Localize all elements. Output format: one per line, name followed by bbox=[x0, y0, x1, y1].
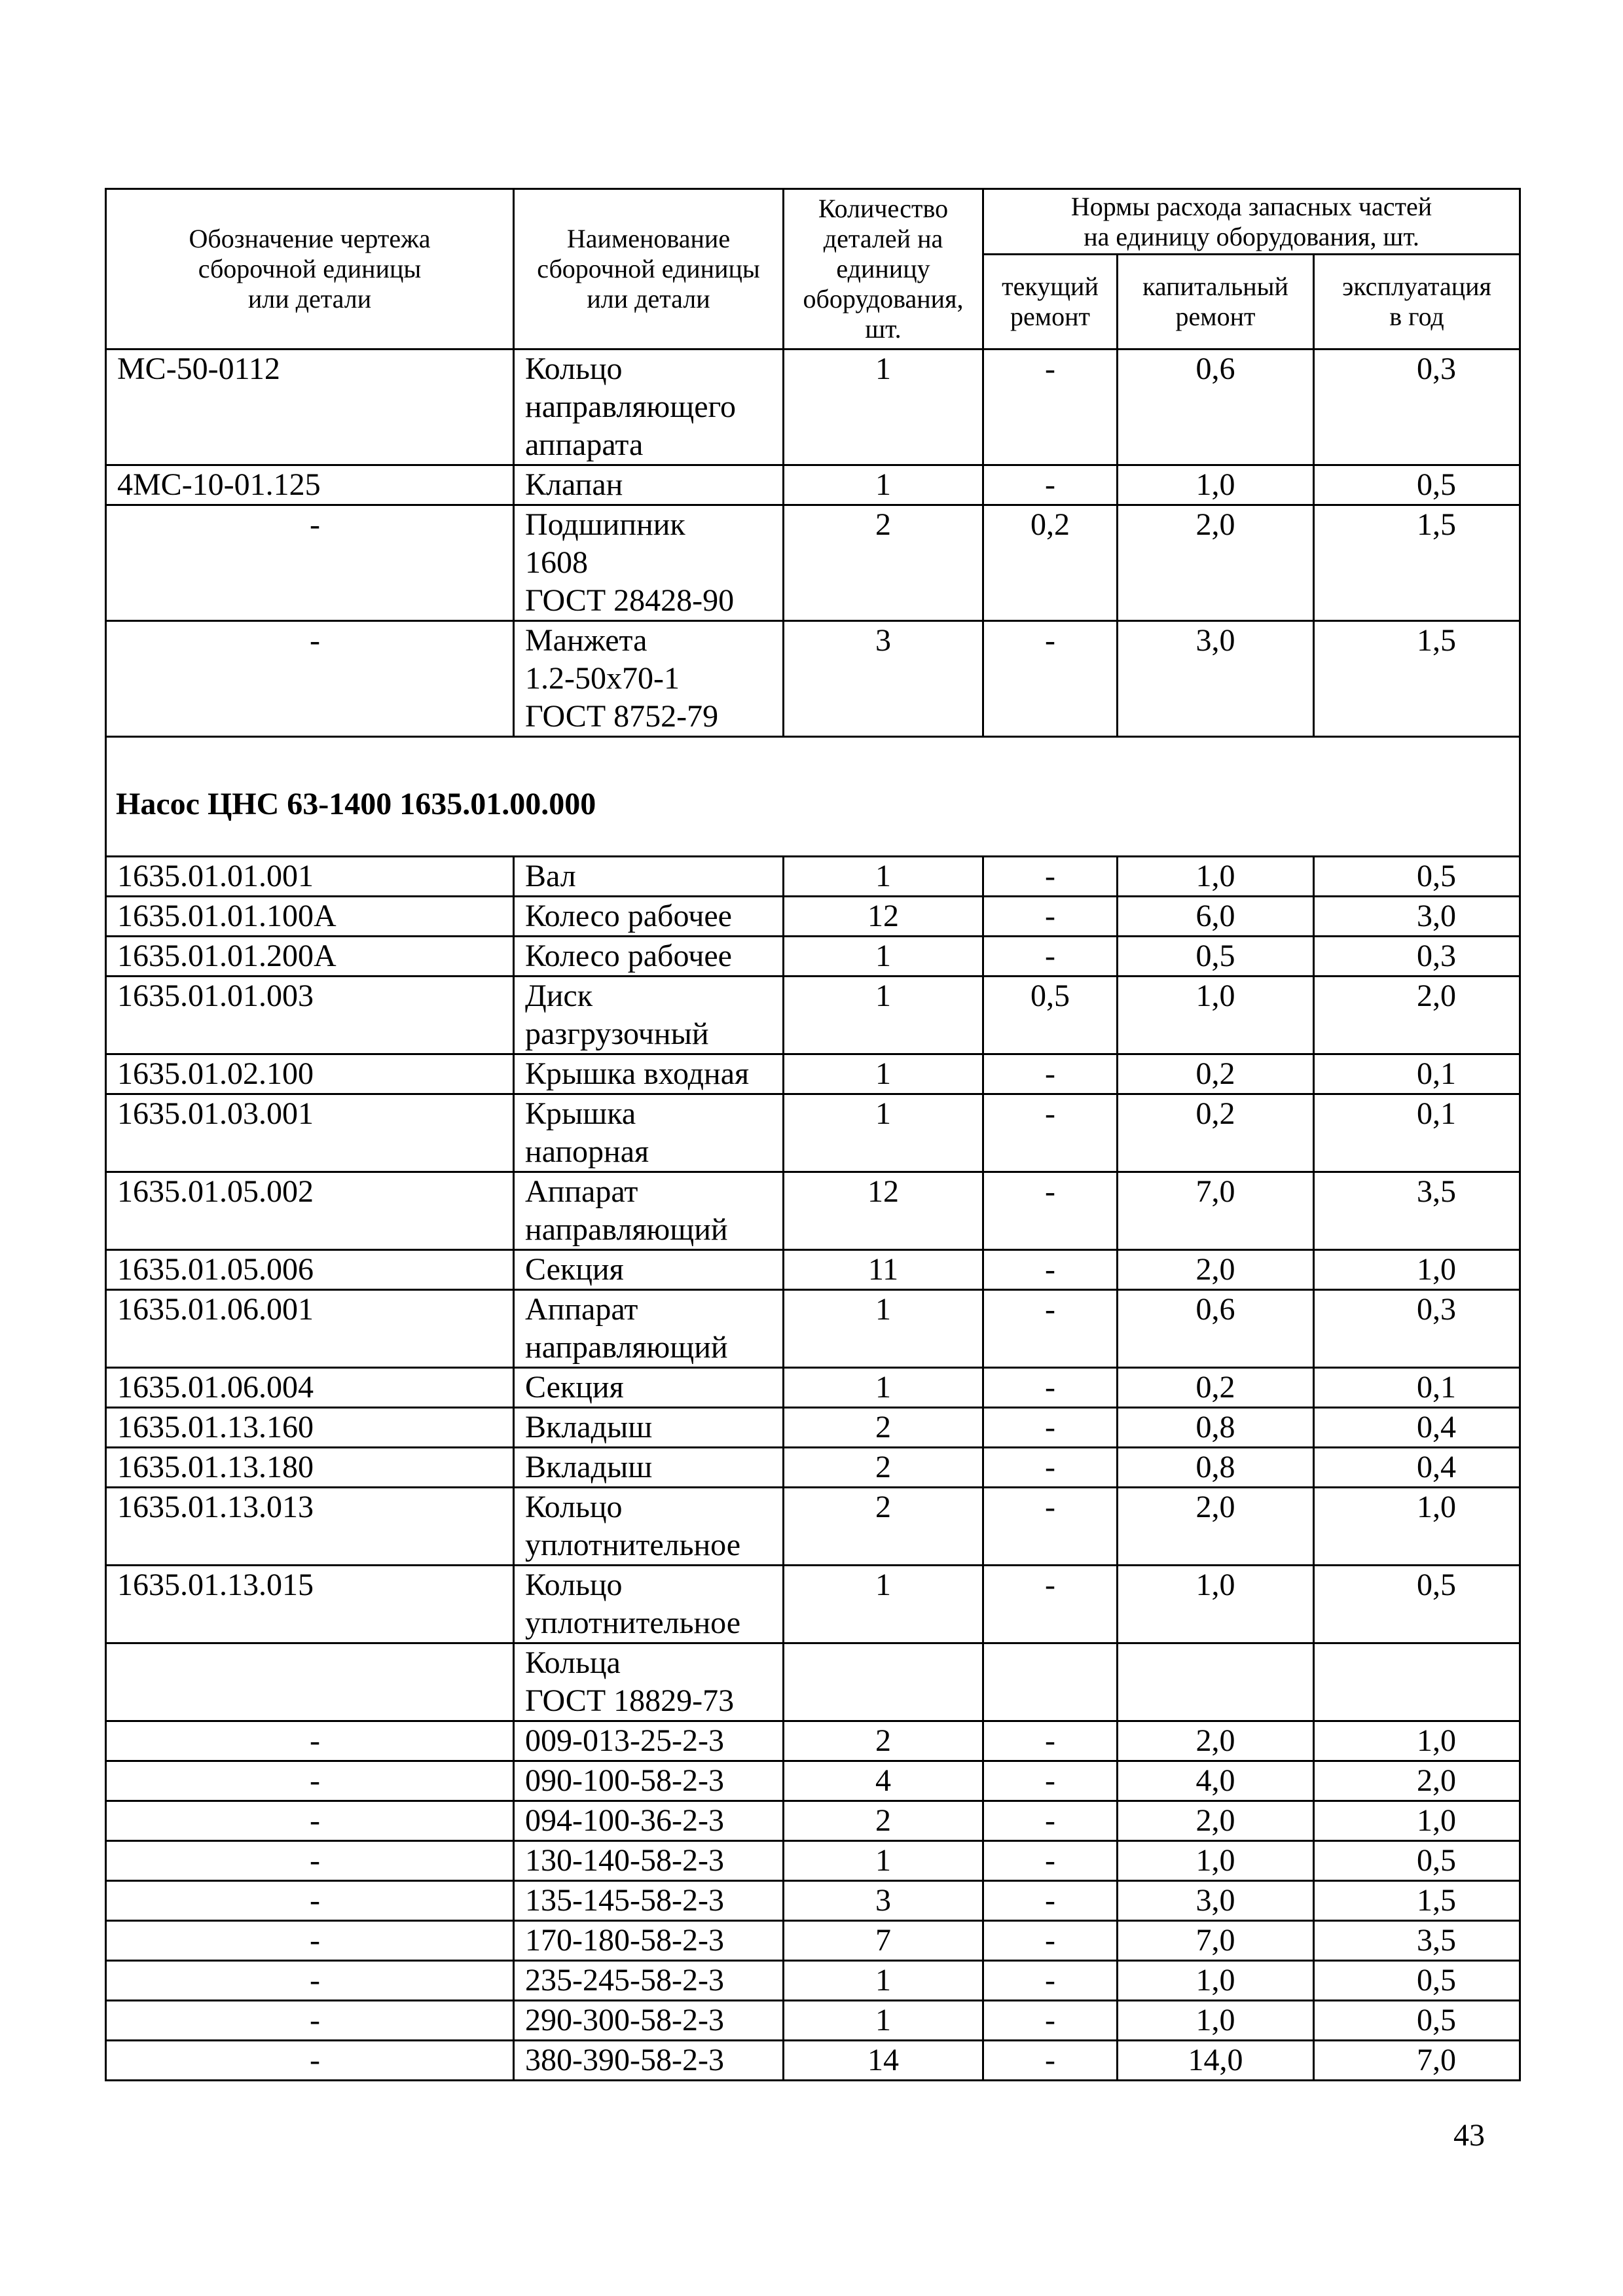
cell-drawing-code: - bbox=[106, 1801, 514, 1841]
cell-current-repair bbox=[983, 1643, 1118, 1721]
cell-capital-repair: 2,0 bbox=[1118, 505, 1314, 621]
cell-item-name: Вкладыш bbox=[514, 1448, 784, 1488]
cell-drawing-code: - bbox=[106, 505, 514, 621]
header-drawing-code: Обозначение чертежа сборочной единицы или детали bbox=[106, 189, 514, 350]
cell-item-name: Кольца ГОСТ 18829-73 bbox=[514, 1643, 784, 1721]
table-row bbox=[106, 1721, 1520, 1761]
table-row bbox=[106, 1408, 1520, 1448]
cell-item-name: Вкладыш bbox=[514, 1408, 784, 1448]
cell-current-repair: 0,2 bbox=[983, 505, 1118, 621]
cell-drawing-code: - bbox=[106, 1961, 514, 2001]
cell-item-name: Колесо рабочее bbox=[514, 937, 784, 977]
table-row bbox=[106, 350, 1520, 465]
cell-yearly-operation: 3,5 bbox=[1314, 1172, 1520, 1250]
table-row bbox=[106, 897, 1520, 937]
cell-yearly-operation: 0,5 bbox=[1314, 465, 1520, 505]
cell-capital-repair: 1,0 bbox=[1118, 977, 1314, 1054]
cell-current-repair: - bbox=[983, 1721, 1118, 1761]
cell-quantity: 1 bbox=[784, 1094, 983, 1172]
cell-drawing-code: 1635.01.13.160 bbox=[106, 1408, 514, 1448]
cell-current-repair: - bbox=[983, 621, 1118, 737]
cell-current-repair: - bbox=[983, 1761, 1118, 1801]
cell-drawing-code: 1635.01.05.002 bbox=[106, 1172, 514, 1250]
cell-quantity: 1 bbox=[784, 465, 983, 505]
cell-yearly-operation: 1,5 bbox=[1314, 621, 1520, 737]
table-body-main bbox=[106, 857, 1520, 2081]
cell-quantity: 2 bbox=[784, 1488, 983, 1566]
cell-quantity: 3 bbox=[784, 1881, 983, 1921]
table-row bbox=[106, 1094, 1520, 1172]
table-row bbox=[106, 1643, 1520, 1721]
cell-quantity: 1 bbox=[784, 2001, 983, 2041]
table-row bbox=[106, 1448, 1520, 1488]
cell-current-repair: - bbox=[983, 465, 1118, 505]
table-row bbox=[106, 857, 1520, 897]
cell-drawing-code: 1635.01.01.200А bbox=[106, 937, 514, 977]
cell-current-repair: - bbox=[983, 857, 1118, 897]
table-row bbox=[106, 1290, 1520, 1368]
page-number: 43 bbox=[1453, 2118, 1485, 2153]
table-row bbox=[106, 1250, 1520, 1290]
cell-capital-repair: 1,0 bbox=[1118, 2001, 1314, 2041]
cell-yearly-operation: 1,0 bbox=[1314, 1721, 1520, 1761]
header-capital-repair: капитальный ремонт bbox=[1118, 255, 1314, 350]
cell-yearly-operation: 0,1 bbox=[1314, 1368, 1520, 1408]
cell-current-repair: - bbox=[983, 2001, 1118, 2041]
cell-drawing-code: - bbox=[106, 621, 514, 737]
cell-capital-repair: 2,0 bbox=[1118, 1250, 1314, 1290]
header-current-repair: текущий ремонт bbox=[983, 255, 1118, 350]
cell-current-repair: - bbox=[983, 1921, 1118, 1961]
cell-item-name: Кольцо уплотнительное bbox=[514, 1488, 784, 1566]
cell-current-repair: - bbox=[983, 1054, 1118, 1094]
cell-yearly-operation: 0,5 bbox=[1314, 1961, 1520, 2001]
cell-capital-repair: 4,0 bbox=[1118, 1761, 1314, 1801]
cell-drawing-code: 1635.01.01.100А bbox=[106, 897, 514, 937]
cell-quantity: 12 bbox=[784, 1172, 983, 1250]
cell-current-repair: - bbox=[983, 1172, 1118, 1250]
cell-item-name: Колесо рабочее bbox=[514, 897, 784, 937]
cell-current-repair: - bbox=[983, 1841, 1118, 1881]
cell-item-name: Клапан bbox=[514, 465, 784, 505]
cell-quantity: 1 bbox=[784, 1961, 983, 2001]
cell-yearly-operation: 0,5 bbox=[1314, 1566, 1520, 1643]
cell-drawing-code: - bbox=[106, 2001, 514, 2041]
cell-yearly-operation: 0,5 bbox=[1314, 1841, 1520, 1881]
cell-capital-repair: 7,0 bbox=[1118, 1921, 1314, 1961]
cell-capital-repair: 14,0 bbox=[1118, 2041, 1314, 2081]
cell-quantity: 11 bbox=[784, 1250, 983, 1290]
cell-capital-repair: 2,0 bbox=[1118, 1488, 1314, 1566]
cell-yearly-operation: 2,0 bbox=[1314, 1761, 1520, 1801]
table-row bbox=[106, 977, 1520, 1054]
table-body-top bbox=[106, 350, 1520, 737]
cell-item-name: 290-300-58-2-3 bbox=[514, 2001, 784, 2041]
table-row bbox=[106, 1881, 1520, 1921]
cell-current-repair: - bbox=[983, 1488, 1118, 1566]
cell-capital-repair: 2,0 bbox=[1118, 1721, 1314, 1761]
cell-drawing-code: - bbox=[106, 1881, 514, 1921]
cell-quantity: 3 bbox=[784, 621, 983, 737]
cell-item-name: Секция bbox=[514, 1250, 784, 1290]
cell-yearly-operation: 0,1 bbox=[1314, 1054, 1520, 1094]
cell-capital-repair: 0,6 bbox=[1118, 1290, 1314, 1368]
cell-yearly-operation bbox=[1314, 1643, 1520, 1721]
cell-current-repair: - bbox=[983, 2041, 1118, 2081]
cell-item-name: 094-100-36-2-3 bbox=[514, 1801, 784, 1841]
cell-quantity: 2 bbox=[784, 505, 983, 621]
cell-capital-repair: 0,8 bbox=[1118, 1408, 1314, 1448]
cell-item-name: 170-180-58-2-3 bbox=[514, 1921, 784, 1961]
cell-quantity: 7 bbox=[784, 1921, 983, 1961]
cell-item-name: Кольцо направляющего аппарата bbox=[514, 350, 784, 465]
cell-current-repair: - bbox=[983, 1961, 1118, 2001]
cell-capital-repair: 1,0 bbox=[1118, 1841, 1314, 1881]
cell-capital-repair: 0,2 bbox=[1118, 1054, 1314, 1094]
cell-capital-repair: 1,0 bbox=[1118, 1566, 1314, 1643]
cell-quantity: 1 bbox=[784, 350, 983, 465]
cell-drawing-code: 1635.01.06.001 bbox=[106, 1290, 514, 1368]
cell-capital-repair bbox=[1118, 1643, 1314, 1721]
table-row bbox=[106, 1801, 1520, 1841]
header-item-name: Наименование сборочной единицы или детали bbox=[514, 189, 784, 350]
cell-capital-repair: 0,2 bbox=[1118, 1368, 1314, 1408]
cell-item-name: 090-100-58-2-3 bbox=[514, 1761, 784, 1801]
cell-drawing-code: 1635.01.05.006 bbox=[106, 1250, 514, 1290]
cell-quantity: 2 bbox=[784, 1801, 983, 1841]
cell-current-repair: - bbox=[983, 1094, 1118, 1172]
cell-quantity: 1 bbox=[784, 977, 983, 1054]
table-row bbox=[106, 465, 1520, 505]
cell-yearly-operation: 0,1 bbox=[1314, 1094, 1520, 1172]
cell-quantity: 14 bbox=[784, 2041, 983, 2081]
cell-capital-repair: 3,0 bbox=[1118, 621, 1314, 737]
cell-yearly-operation: 2,0 bbox=[1314, 977, 1520, 1054]
cell-drawing-code: 1635.01.06.004 bbox=[106, 1368, 514, 1408]
cell-capital-repair: 0,2 bbox=[1118, 1094, 1314, 1172]
cell-current-repair: - bbox=[983, 1290, 1118, 1368]
cell-item-name: Крышка напорная bbox=[514, 1094, 784, 1172]
cell-drawing-code: - bbox=[106, 1721, 514, 1761]
table-row bbox=[106, 1961, 1520, 2001]
cell-yearly-operation: 1,0 bbox=[1314, 1488, 1520, 1566]
cell-yearly-operation: 3,0 bbox=[1314, 897, 1520, 937]
cell-quantity: 1 bbox=[784, 1566, 983, 1643]
cell-drawing-code: - bbox=[106, 1761, 514, 1801]
table-row bbox=[106, 1488, 1520, 1566]
cell-yearly-operation: 0,5 bbox=[1314, 2001, 1520, 2041]
cell-quantity: 1 bbox=[784, 857, 983, 897]
cell-item-name: 380-390-58-2-3 bbox=[514, 2041, 784, 2081]
spare-parts-table bbox=[105, 188, 1521, 2081]
cell-current-repair: - bbox=[983, 1881, 1118, 1921]
cell-item-name: Диск разгрузочный bbox=[514, 977, 784, 1054]
cell-capital-repair: 1,0 bbox=[1118, 465, 1314, 505]
table-row bbox=[106, 1841, 1520, 1881]
cell-current-repair: - bbox=[983, 1408, 1118, 1448]
table-row bbox=[106, 621, 1520, 737]
table-header bbox=[106, 189, 1520, 350]
cell-yearly-operation: 0,4 bbox=[1314, 1408, 1520, 1448]
cell-current-repair: - bbox=[983, 350, 1118, 465]
cell-current-repair: - bbox=[983, 937, 1118, 977]
cell-drawing-code: 1635.01.13.013 bbox=[106, 1488, 514, 1566]
cell-drawing-code bbox=[106, 1643, 514, 1721]
cell-capital-repair: 0,5 bbox=[1118, 937, 1314, 977]
cell-drawing-code: 1635.01.13.180 bbox=[106, 1448, 514, 1488]
cell-yearly-operation: 7,0 bbox=[1314, 2041, 1520, 2081]
cell-drawing-code: 4МС-10-01.125 bbox=[106, 465, 514, 505]
table-row bbox=[106, 1368, 1520, 1408]
header-yearly-operation: эксплуатация в год bbox=[1314, 255, 1520, 350]
cell-yearly-operation: 0,3 bbox=[1314, 937, 1520, 977]
cell-drawing-code: 1635.01.13.015 bbox=[106, 1566, 514, 1643]
table-row bbox=[106, 505, 1520, 621]
cell-item-name: 235-245-58-2-3 bbox=[514, 1961, 784, 2001]
cell-quantity: 1 bbox=[784, 937, 983, 977]
cell-drawing-code: 1635.01.01.001 bbox=[106, 857, 514, 897]
cell-capital-repair: 6,0 bbox=[1118, 897, 1314, 937]
cell-capital-repair: 2,0 bbox=[1118, 1801, 1314, 1841]
cell-quantity bbox=[784, 1643, 983, 1721]
cell-drawing-code: - bbox=[106, 2041, 514, 2081]
cell-item-name: Манжета 1.2-50х70-1 ГОСТ 8752-79 bbox=[514, 621, 784, 737]
cell-drawing-code: 1635.01.02.100 bbox=[106, 1054, 514, 1094]
cell-quantity: 1 bbox=[784, 1368, 983, 1408]
cell-capital-repair: 1,0 bbox=[1118, 857, 1314, 897]
table-row bbox=[106, 1566, 1520, 1643]
cell-drawing-code: - bbox=[106, 1921, 514, 1961]
table-row bbox=[106, 1761, 1520, 1801]
cell-quantity: 2 bbox=[784, 1448, 983, 1488]
cell-current-repair: - bbox=[983, 1368, 1118, 1408]
cell-drawing-code: 1635.01.01.003 bbox=[106, 977, 514, 1054]
cell-item-name: 009-013-25-2-3 bbox=[514, 1721, 784, 1761]
cell-current-repair: 0,5 bbox=[983, 977, 1118, 1054]
cell-yearly-operation: 1,5 bbox=[1314, 1881, 1520, 1921]
cell-drawing-code: - bbox=[106, 1841, 514, 1881]
cell-yearly-operation: 1,0 bbox=[1314, 1801, 1520, 1841]
cell-item-name: 130-140-58-2-3 bbox=[514, 1841, 784, 1881]
table-row bbox=[106, 1054, 1520, 1094]
header-norms-group: Нормы расхода запасных частей на единицу оборудования, шт. bbox=[983, 189, 1520, 255]
cell-item-name: Аппарат направляющий bbox=[514, 1290, 784, 1368]
table-row bbox=[106, 2001, 1520, 2041]
cell-item-name: Крышка входная bbox=[514, 1054, 784, 1094]
cell-capital-repair: 0,8 bbox=[1118, 1448, 1314, 1488]
cell-drawing-code: 1635.01.03.001 bbox=[106, 1094, 514, 1172]
cell-item-name: Кольцо уплотнительное bbox=[514, 1566, 784, 1643]
cell-current-repair: - bbox=[983, 1250, 1118, 1290]
cell-item-name: Аппарат направляющий bbox=[514, 1172, 784, 1250]
cell-item-name: 135-145-58-2-3 bbox=[514, 1881, 784, 1921]
cell-yearly-operation: 0,5 bbox=[1314, 857, 1520, 897]
cell-item-name: Секция bbox=[514, 1368, 784, 1408]
cell-capital-repair: 0,6 bbox=[1118, 350, 1314, 465]
cell-capital-repair: 3,0 bbox=[1118, 1881, 1314, 1921]
cell-capital-repair: 1,0 bbox=[1118, 1961, 1314, 2001]
table-row bbox=[106, 937, 1520, 977]
cell-yearly-operation: 1,0 bbox=[1314, 1250, 1520, 1290]
table-row bbox=[106, 2041, 1520, 2081]
section-title: Насос ЦНС 63-1400 1635.01.00.000 bbox=[116, 787, 596, 821]
cell-drawing-code: МС-50-0112 bbox=[106, 350, 514, 465]
section-header bbox=[106, 737, 1520, 857]
header-quantity: Количество деталей на единицу оборудования, шт. bbox=[784, 189, 983, 350]
table-row bbox=[106, 1172, 1520, 1250]
cell-quantity: 12 bbox=[784, 897, 983, 937]
table-row bbox=[106, 1921, 1520, 1961]
cell-quantity: 2 bbox=[784, 1721, 983, 1761]
cell-capital-repair: 7,0 bbox=[1118, 1172, 1314, 1250]
cell-current-repair: - bbox=[983, 897, 1118, 937]
cell-quantity: 1 bbox=[784, 1841, 983, 1881]
cell-yearly-operation: 0,4 bbox=[1314, 1448, 1520, 1488]
cell-current-repair: - bbox=[983, 1801, 1118, 1841]
cell-quantity: 4 bbox=[784, 1761, 983, 1801]
cell-yearly-operation: 1,5 bbox=[1314, 505, 1520, 621]
cell-current-repair: - bbox=[983, 1448, 1118, 1488]
cell-yearly-operation: 3,5 bbox=[1314, 1921, 1520, 1961]
cell-quantity: 1 bbox=[784, 1054, 983, 1094]
section-title-cell bbox=[106, 737, 1520, 857]
cell-yearly-operation: 0,3 bbox=[1314, 1290, 1520, 1368]
cell-item-name: Вал bbox=[514, 857, 784, 897]
cell-item-name: Подшипник 1608 ГОСТ 28428-90 bbox=[514, 505, 784, 621]
cell-yearly-operation: 0,3 bbox=[1314, 350, 1520, 465]
cell-current-repair: - bbox=[983, 1566, 1118, 1643]
cell-quantity: 1 bbox=[784, 1290, 983, 1368]
cell-quantity: 2 bbox=[784, 1408, 983, 1448]
